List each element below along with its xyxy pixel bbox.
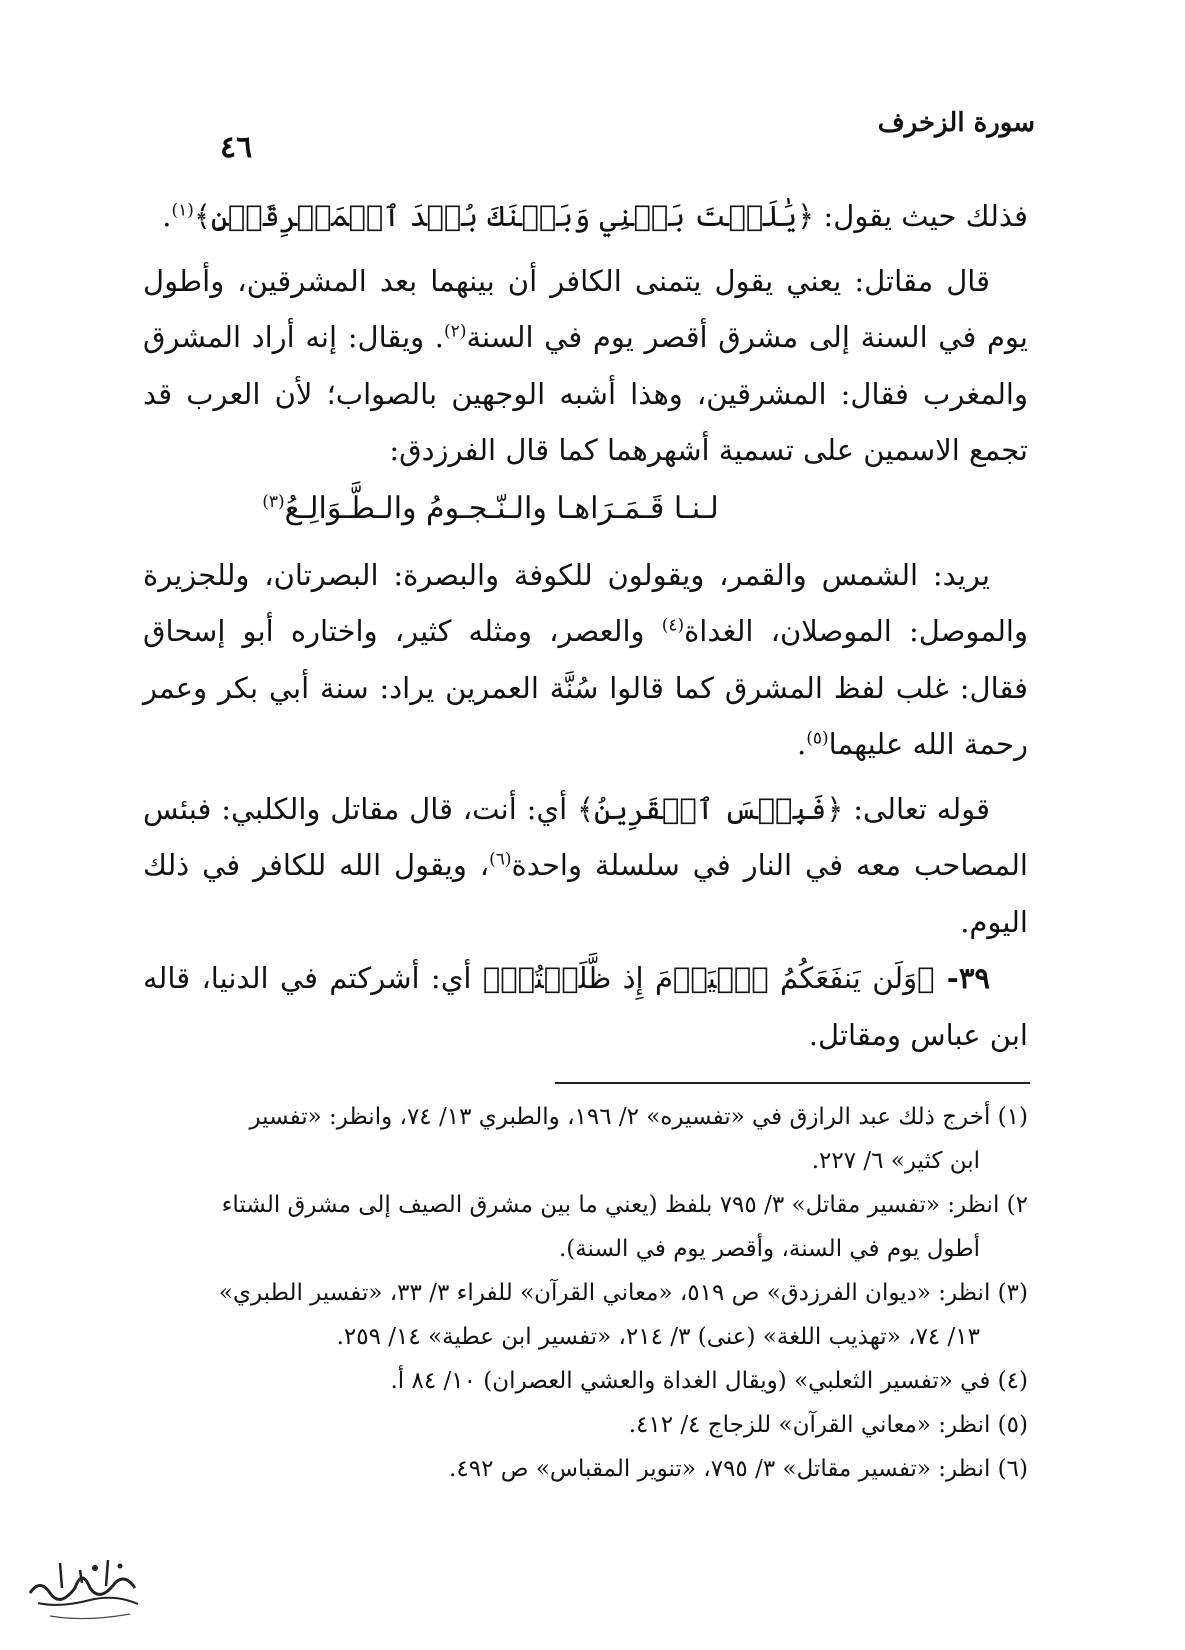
footnote-separator: [555, 1082, 1030, 1084]
footnote-label: ٢): [1006, 1192, 1028, 1218]
footnote-text: انظر: «تفسير مقاتل» ٣/ ٧٩٥، «تنوير المقباس» ص ٤٩٢.: [449, 1456, 991, 1482]
footnote-ref: (١): [171, 200, 194, 221]
footnote-ref: (٥): [806, 728, 829, 749]
footnote-ref: (٢): [444, 321, 467, 342]
page-number: ٤٦: [220, 130, 253, 165]
text-run: ، ويقول الله للكافر في ذلك اليوم.: [143, 848, 1028, 939]
paragraph-3: [143, 547, 1028, 773]
footnote: [140, 1183, 1028, 1271]
calligraphy-stamp-icon: [20, 1548, 150, 1628]
footnote-ref: (٣): [262, 491, 285, 512]
footnote: [140, 1271, 1028, 1359]
paragraph-4: [143, 781, 1028, 951]
quran-verse: ﴿فَبِئۡسَ ٱلۡقَرِينُ﴾: [577, 791, 844, 826]
footnote: [140, 1403, 1028, 1447]
text-run: أي: أنت، قال مقاتل والكلبي: فبئس المصاحب معه في النار في سلسلة واحدة: [143, 791, 1028, 882]
text-run: يريد: الشمس والقمر، ويقولون للكوفة والبصرة: البصرتان، وللجزيرة والموصل: الموصلان، الغداة: [143, 557, 1028, 648]
footnote-label: (٣): [997, 1280, 1028, 1306]
footnote-text: أخرج ذلك عبد الرازق في «تفسيره» ٢/ ١٩٦، والطبري ١٣/ ٧٤، وانظر: «تفسير: [249, 1104, 991, 1130]
footnotes: [140, 1095, 1028, 1491]
footnote: [140, 1447, 1028, 1491]
text-run: .: [162, 199, 172, 233]
page-header: [150, 108, 1035, 168]
footnote-ref: (٦): [489, 849, 512, 870]
text-run: .: [797, 727, 807, 761]
footnote-text: انظر: «تفسير مقاتل» ٣/ ٧٩٥ بلفظ (يعني ما بين مشرق الصيف إلى مشرق الشتاء: [221, 1192, 1000, 1218]
paragraph-1: [143, 188, 1028, 245]
paragraph-5: [143, 950, 1028, 1063]
footnote-ref: (٤): [661, 615, 685, 636]
footnote-label: (١): [997, 1104, 1028, 1130]
footnote-text: في «تفسير الثعلبي» (ويقال الغداة والعشي العصران) ١٠/ ٨٤ أ.: [390, 1368, 991, 1394]
footnote-continuation: ابن كثير» ٦/ ٢٢٧.: [811, 1148, 980, 1174]
footnote-continuation: أطول يوم في السنة، وأقصر يوم في السنة).: [558, 1236, 980, 1262]
text-run: قال مقاتل: يعني يقول يتمنى الكافر أن بينهما بعد المشرقين، وأطول يوم في السنة إلى مشرق أقصر يوم في السنة: [143, 263, 1028, 354]
footnote-label: (٦): [997, 1456, 1028, 1482]
footnote: [140, 1095, 1028, 1183]
footnote-label: (٤): [997, 1368, 1028, 1394]
main-text: [143, 188, 1028, 1063]
quran-verse: ﴿يَٰلَيۡتَ بَيۡنِي وَبَيۡنَكَ بُعۡدَ ٱلۡمَشۡرِقَيۡنِ﴾: [193, 199, 815, 233]
text-run: فذلك حيث يقول:: [814, 199, 1028, 233]
text-run: أي: أشركتم في الدنيا، قاله ابن عباس ومقاتل.: [143, 961, 1028, 1052]
poem-text: لـنـا قَـمَـرَاهـا والـنّـجـومُ والـطَّـوَالِـعُ: [284, 490, 719, 526]
poetry-line: [143, 479, 1028, 539]
footnote-continuation: ١٣/ ٧٤، «تهذيب اللغة» (عنى) ٣/ ٢١٤، «تفسير ابن عطية» ١٤/ ٢٥٩.: [336, 1324, 980, 1350]
text-run: والعصر، ومثله كثير، واختاره أبو إسحاق فقال: غلب لفظ المشرق كما قالوا سُنَّة العمرين يراد: سنة أبي بكر وعمر رحمة الله عليهما: [143, 614, 1028, 761]
footnote-text: انظر: «ديوان الفرزدق» ص ٥١٩، «معاني القرآن» للفراء ٣/ ٣٣، «تفسير الطبري»: [218, 1280, 991, 1306]
footnote-text: انظر: «معاني القرآن» للزجاج ٤/ ٤١٢.: [628, 1412, 991, 1438]
text-run: . ويقال: إنه أراد المشرق والمغرب فقال: المشرقين، وهذا أشبه الوجهين بالصواب؛ لأن العرب قد تجمع الاسمين على تسمية أشهرهما كما قال الفرزدق:: [143, 320, 1028, 467]
paragraph-2: [143, 253, 1028, 479]
verse-number: ٣٩-: [934, 961, 990, 995]
text-run: قوله تعالى:: [843, 791, 991, 826]
quran-verse: ﴿وَلَن يَنفَعَكُمُ ٱلۡيَوۡمَ إِذ ظَّلَمۡتُمۡ﴾: [482, 961, 935, 995]
footnote-label: (٥): [997, 1412, 1028, 1438]
running-title: سورة الزخرف: [877, 108, 1035, 138]
footnote: [140, 1359, 1028, 1403]
